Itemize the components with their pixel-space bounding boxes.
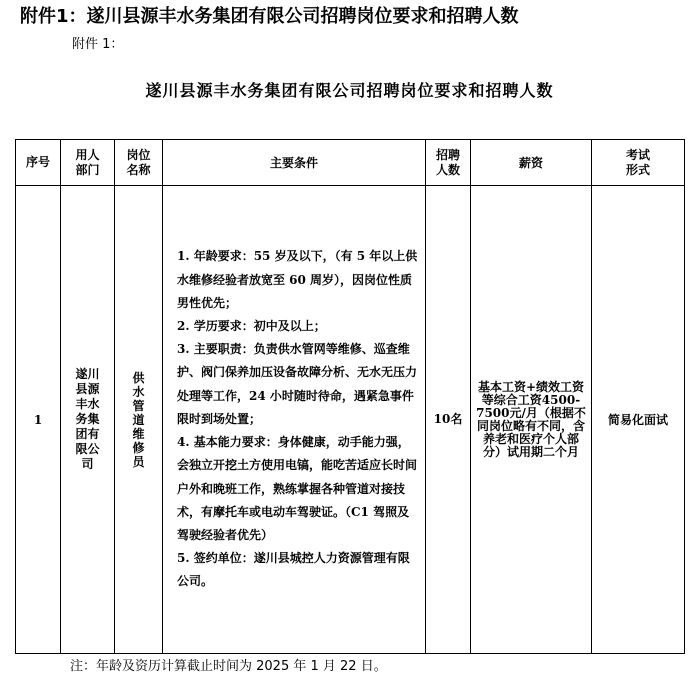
annex-label: 附件 1： <box>72 37 124 52</box>
header-position: 岗位名称 <box>115 140 163 186</box>
header-salary: 薪资 <box>471 140 592 186</box>
condition-abilities: 4. 基本能力要求：身体健康，动手能力强，会独立开挖土方使用电镐，能吃苦适应长时间户外和晚班工作，熟练掌握各种管道对接技术，有摩托车或电动车驾驶证。（C1 驾照及驾驶经验者优先） <box>177 435 418 542</box>
header-count: 招聘人数 <box>426 140 471 186</box>
condition-education: 2. 学历要求：初中及以上； <box>177 319 326 334</box>
condition-age: 1. 年龄要求：55 岁及以下，（有 5 年以上供水维修经验者放宽至 60 周岁），因岗位性质男性优先； <box>177 249 418 310</box>
cell-count: 10名 <box>426 186 471 654</box>
header-seq: 序号 <box>16 140 61 186</box>
header-exam: 考试形式 <box>592 140 685 186</box>
page-banner-title: 附件1：遂川县源丰水务集团有限公司招聘岗位要求和招聘人数 <box>20 6 519 27</box>
cell-salary: 基本工资+绩效工资等综合工资4500-7500元/月（根据不同岗位略有不同，含养老和医疗个人部分）试用期二个月 <box>471 186 592 654</box>
cell-seq: 1 <box>16 186 61 654</box>
footnote: 注：年龄及资历计算截止时间为 2025 年 1 月 22 日。 <box>70 659 387 674</box>
table-row <box>16 186 685 654</box>
condition-employer: 5. 签约单位：遂川县城控人力资源管理有限公司。 <box>177 551 410 589</box>
header-dept: 用人部门 <box>61 140 115 186</box>
cell-conditions <box>163 186 426 654</box>
cell-exam: 简易化面试 <box>592 186 685 654</box>
recruitment-table <box>15 139 685 654</box>
condition-duties: 3. 主要职责：负责供水管网等维修、巡查维护、阀门保养加压设备故障分析、无水无压力处理等工作，24 小时随时待命，遇紧急事件限时到场处置； <box>177 342 418 426</box>
document-title: 遂川县源丰水务集团有限公司招聘岗位要求和招聘人数 <box>145 81 554 100</box>
table-header-row <box>16 140 685 186</box>
cell-dept: 遂川县源丰水务集团有限公司 <box>61 186 115 654</box>
header-conditions: 主要条件 <box>163 140 426 186</box>
cell-position: 供水管道维修员 <box>115 186 163 654</box>
